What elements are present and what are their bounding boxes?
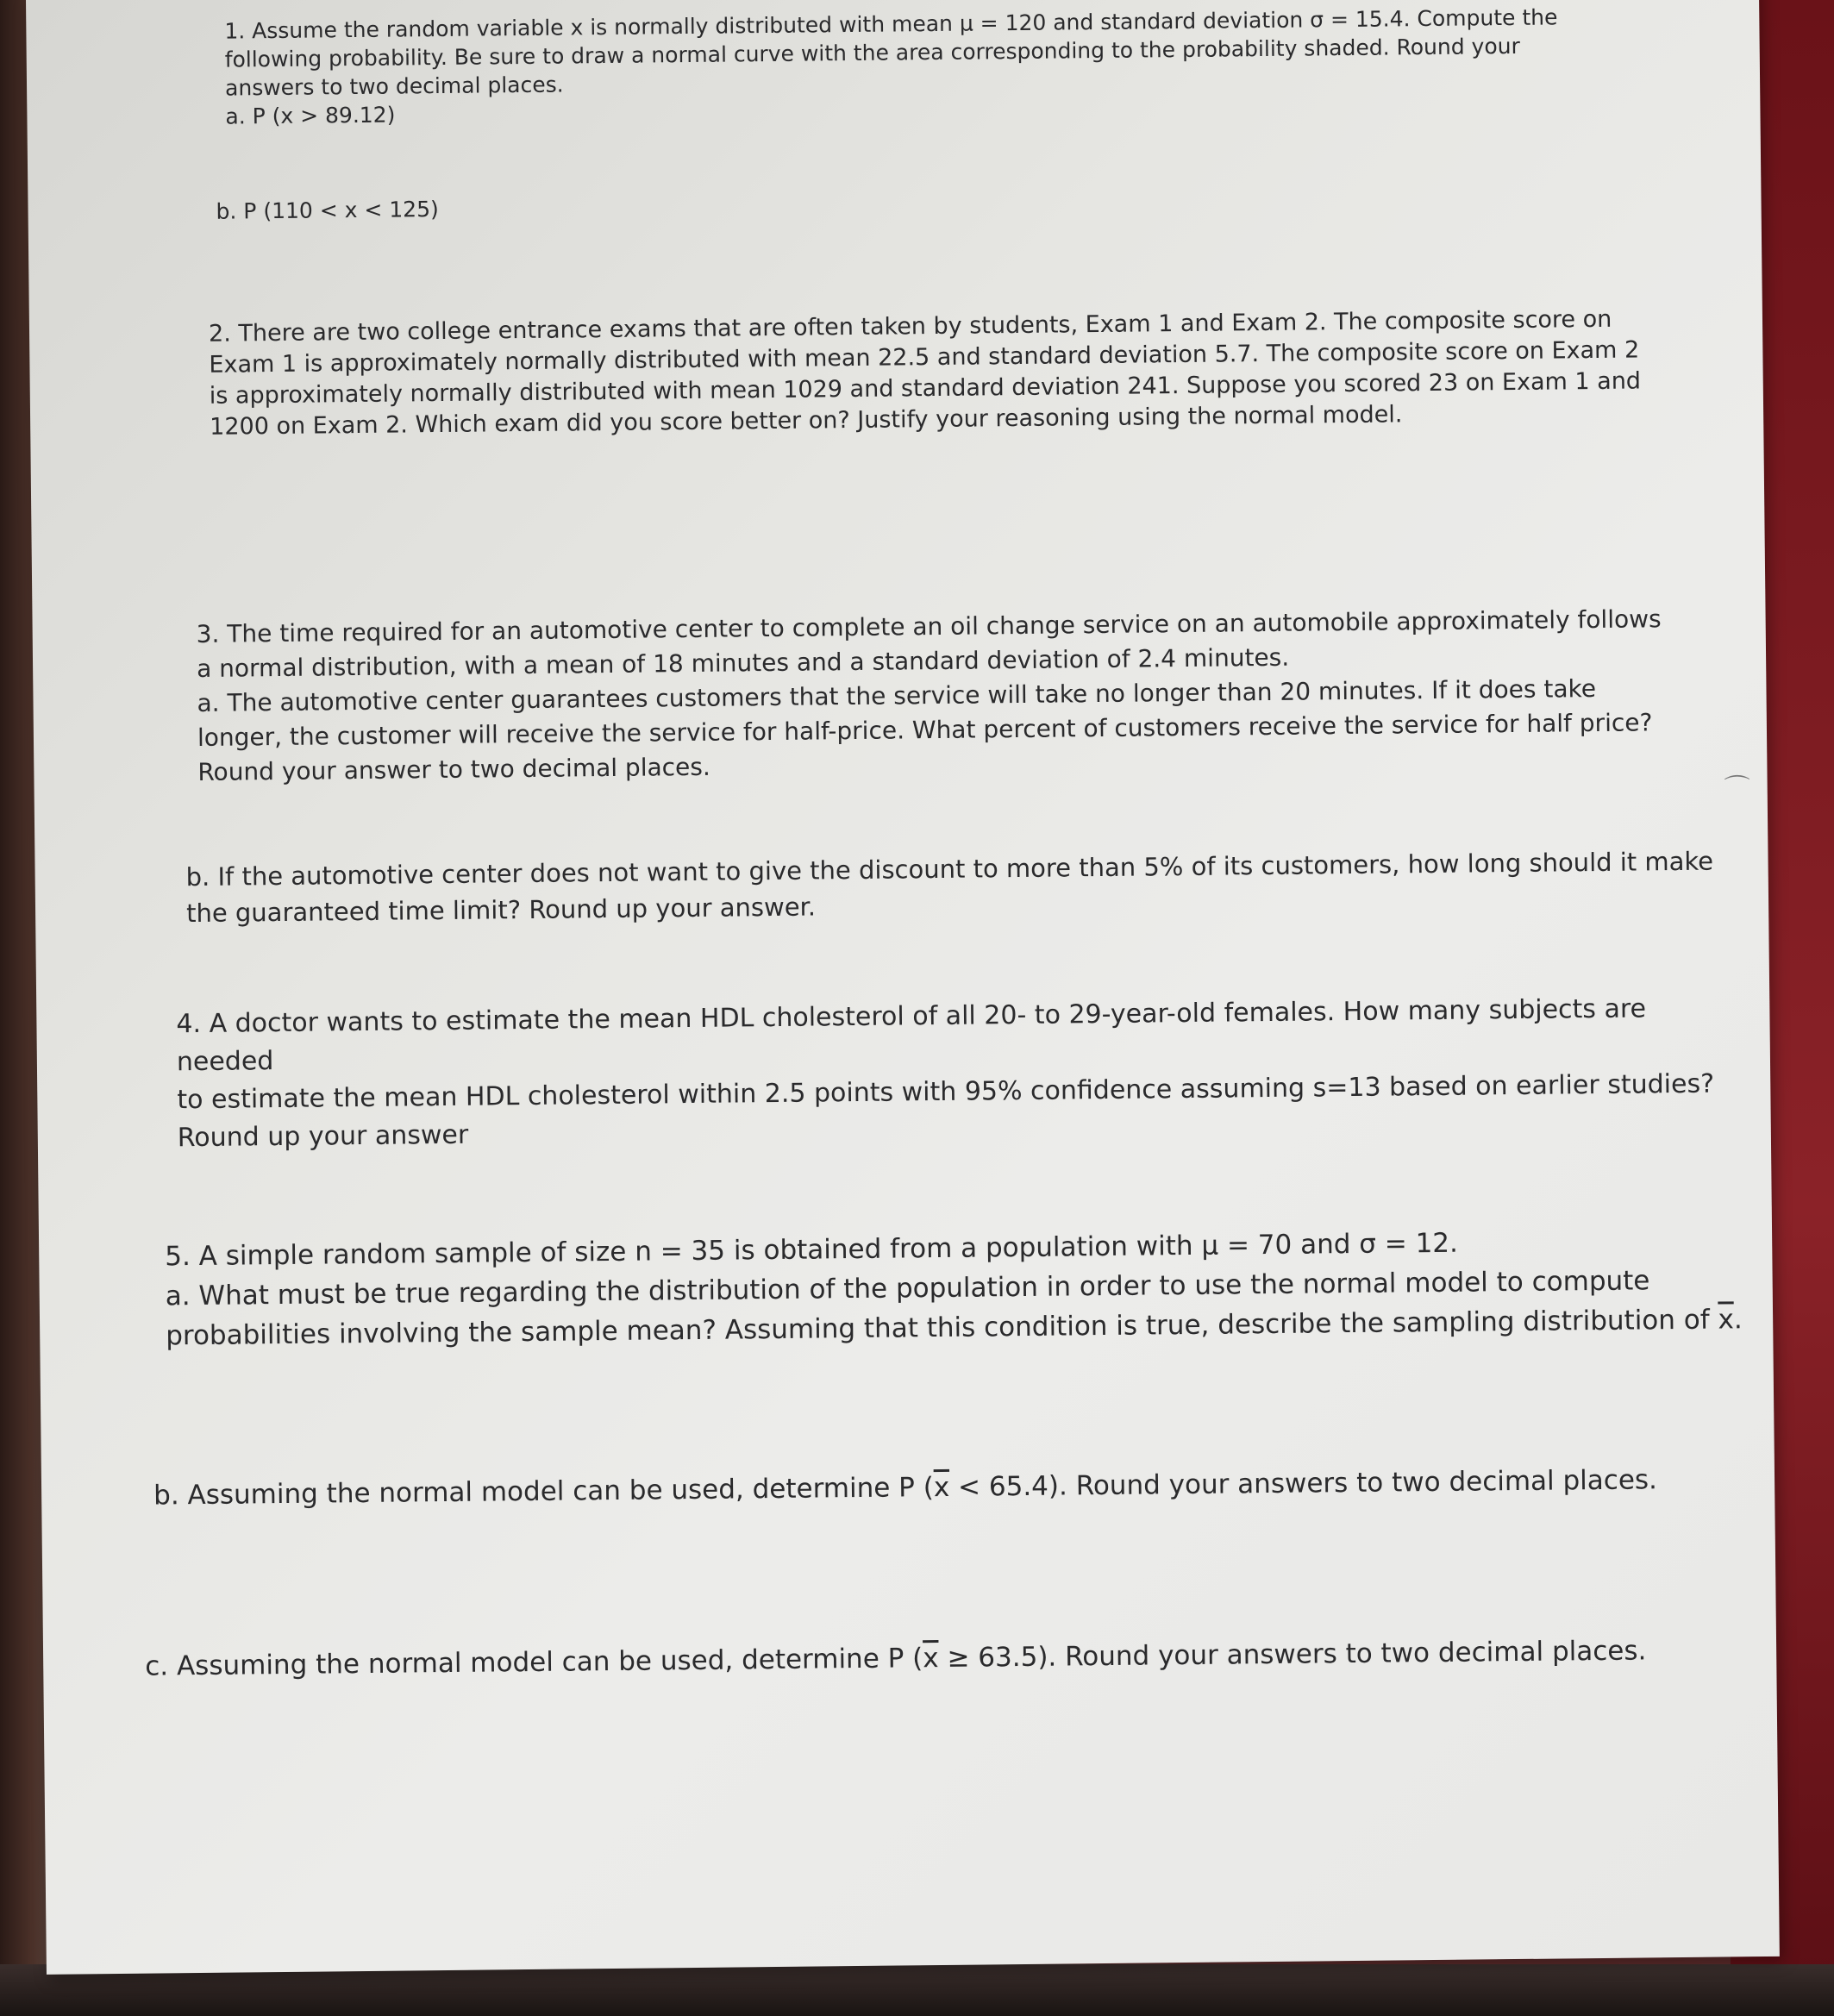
question-4 (176, 989, 1747, 1157)
question-2 (209, 304, 1658, 443)
question-2-line-2: Exam 1 is approximately normally distributed with mean 22.5 and standard deviation 5.7. The composite score on Exam 2 (209, 336, 1640, 379)
question-4-line-1: 4. A doctor wants to estimate the mean HDL cholesterol of all 20- to 29-year-old females. How many subjects are needed (176, 993, 1647, 1078)
question-5b-post: < 65.4). Round your answers to two decimal places. (949, 1464, 1658, 1503)
question-3b-line-1: b. If the automotive center does not want to give the discount to more than 5% of its customers, how long should it make (185, 846, 1714, 892)
question-1-line-1: 1. Assume the random variable x is normally distributed with mean μ = 120 and standard deviation σ = 15.4. Compute the (224, 4, 1558, 44)
question-1-line-3: answers to two decimal places. (224, 72, 564, 101)
question-2-line-1: 2. There are two college entrance exams that are often taken by students, Exam 1 and Exam 2. The composite score on (208, 305, 1612, 347)
question-5c-text (145, 1634, 1800, 1682)
question-3a-line-3: Round your answer to two decimal places. (197, 752, 710, 786)
question-3-line-2: a normal distribution, with a mean of 18 minutes and a standard deviation of 2.4 minutes. (196, 642, 1290, 683)
question-1-line-2: following probability. Be sure to draw a normal curve with the area corresponding to the probability shaded. Round your (224, 33, 1520, 72)
worksheet-paper (26, 0, 1780, 1975)
question-5c-post: ≥ 63.5). Round your answers to two decimal places. (938, 1635, 1647, 1675)
question-1 (224, 3, 1622, 131)
question-5a-line-1: a. What must be true regarding the distribution of the population in order to use the normal model to compute (165, 1265, 1650, 1312)
question-5b-pre: b. Assuming the normal model can be used, determine P ( (153, 1472, 935, 1512)
question-5-line-1: 5. A simple random sample of size n = 35 is obtained from a population with μ = 70 and σ = 12. (165, 1227, 1459, 1273)
question-1a: a. P (x > 89.12) (225, 102, 396, 129)
xbar-symbol: $\overline{x}$ (1718, 1304, 1735, 1336)
xbar-symbol: $\overline{x}$ (923, 1643, 939, 1675)
xbar-symbol: $\overline{x}$ (933, 1471, 950, 1504)
question-3 (197, 602, 1699, 790)
question-3a-line-2: longer, the customer will receive the service for half-price. What percent of customers receive the service for half price? (197, 708, 1653, 752)
question-2-line-3: is approximately normally distributed with mean 1029 and standard deviation 241. Suppose you scored 23 on Exam 1 and (209, 367, 1642, 410)
question-3-line-1: 3. The time required for an automotive center to complete an oil change service on an automobile approximately follows (196, 604, 1662, 648)
question-5c-pre: c. Assuming the normal model can be used, determine P ( (145, 1643, 923, 1682)
question-3b-line-2: the guaranteed time limit? Round up your answer. (185, 892, 817, 929)
pen-mark-icon: ⌒ (1724, 773, 1750, 805)
question-5a-line-2-text: probabilities involving the sample mean? Assuming that this condition is true, describe the sampling distribution of (166, 1304, 1718, 1352)
question-1b-text: b. P (110 < x < 125) (216, 197, 439, 224)
question-5b (153, 1463, 1792, 1512)
question-4-line-2: to estimate the mean HDL cholesterol within 2.5 points with 95% confidence assuming s=13 based on earlier studies? (177, 1068, 1715, 1116)
question-5b-text (153, 1463, 1792, 1512)
question-3a-line-1: a. The automotive center guarantees customers that the service will take no longer than 20 minutes. If it does take (197, 673, 1597, 717)
question-5 (165, 1220, 1795, 1356)
question-5a-line-2-end: . (1733, 1304, 1743, 1336)
question-4-line-3: Round up your answer (177, 1119, 469, 1154)
question-2-line-4: 1200 on Exam 2. Which exam did you score better on? Justify your reasoning using the normal model. (210, 401, 1403, 441)
question-5c (145, 1634, 1800, 1682)
question-1b (216, 194, 439, 228)
question-3b (185, 842, 1721, 931)
